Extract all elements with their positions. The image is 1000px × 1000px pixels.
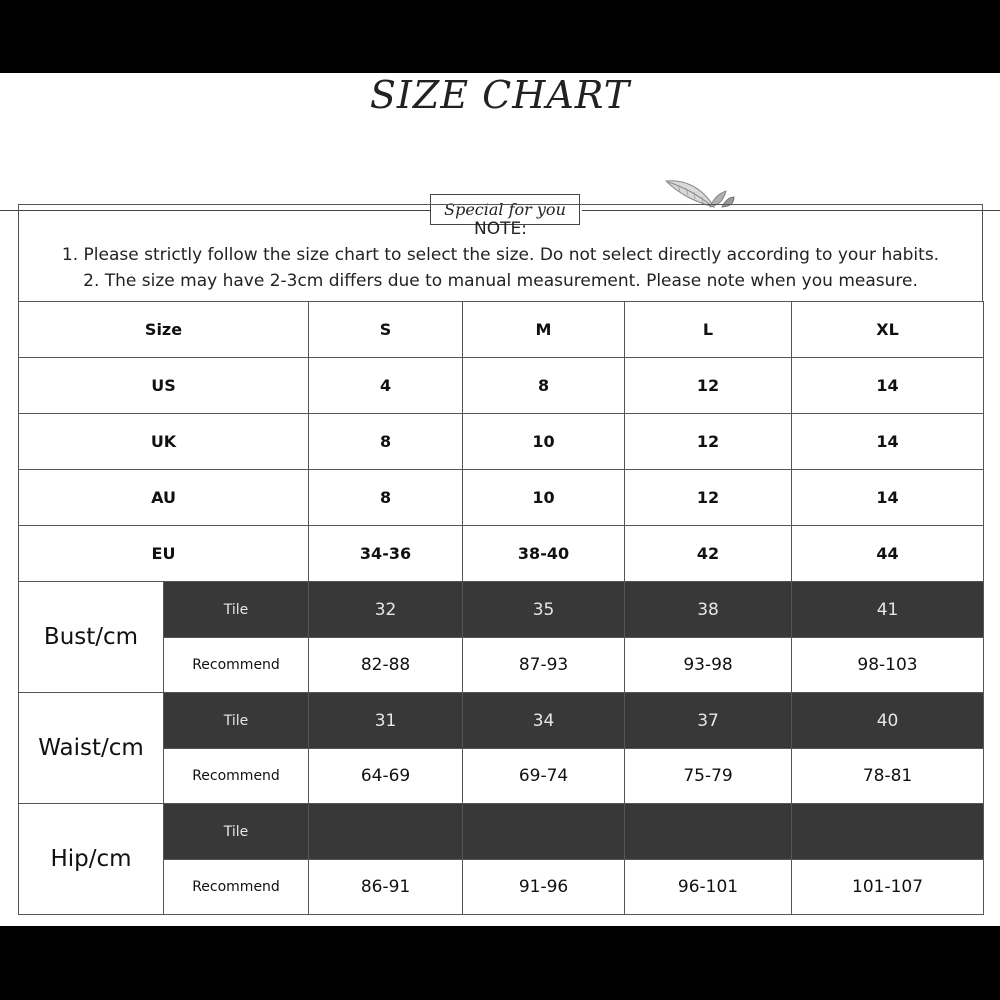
column-header: L: [625, 302, 792, 358]
table-cell: 34: [463, 693, 625, 749]
table-cell: 44: [792, 526, 984, 582]
table-cell: 8: [463, 358, 625, 414]
measurement-label: Waist/cm: [19, 693, 164, 804]
measurement-label: Hip/cm: [19, 804, 164, 915]
size-table: [18, 301, 984, 915]
table-row: [19, 414, 984, 470]
recommend-label: Recommend: [164, 638, 309, 693]
table-cell: 75-79: [625, 749, 792, 804]
page-title: SIZE CHART: [369, 73, 631, 117]
column-header: S: [309, 302, 463, 358]
table-cell: 38-40: [463, 526, 625, 582]
table-cell: 34-36: [309, 526, 463, 582]
note-line-1: 1. Please strictly follow the size chart to select the size. Do not select directly according to your habits.: [61, 245, 940, 265]
table-cell: 38: [625, 582, 792, 638]
table-cell: 78-81: [792, 749, 984, 804]
table-cell: 42: [625, 526, 792, 582]
recommend-label: Recommend: [164, 860, 309, 915]
table-cell: 82-88: [309, 638, 463, 693]
tile-label: Tile: [164, 804, 309, 860]
table-cell: 93-98: [625, 638, 792, 693]
table-cell: 12: [625, 358, 792, 414]
table-cell: [309, 804, 463, 860]
row-label: UK: [19, 414, 309, 470]
tile-label: Tile: [164, 582, 309, 638]
subtitle-badge: Special for you: [430, 194, 580, 225]
column-header: M: [463, 302, 625, 358]
row-label: US: [19, 358, 309, 414]
table-cell: 4: [309, 358, 463, 414]
table-row: [19, 749, 984, 804]
table-cell: [625, 804, 792, 860]
table-cell: 98-103: [792, 638, 984, 693]
table-cell: [463, 804, 625, 860]
table-cell: 96-101: [625, 860, 792, 915]
table-row: [19, 693, 984, 749]
table-cell: 87-93: [463, 638, 625, 693]
table-cell: 40: [792, 693, 984, 749]
table-row: [19, 302, 984, 358]
table-cell: 31: [309, 693, 463, 749]
table-row: [19, 582, 984, 638]
note-line-2: 2. The size may have 2-3cm differs due to manual measurement. Please note when you measure.: [83, 271, 918, 291]
table-row: [19, 358, 984, 414]
row-label: EU: [19, 526, 309, 582]
table-row: [19, 860, 984, 915]
table-cell: 69-74: [463, 749, 625, 804]
note-box: [18, 204, 983, 302]
measurement-label: Bust/cm: [19, 582, 164, 693]
table-cell: 10: [463, 470, 625, 526]
table-cell: 86-91: [309, 860, 463, 915]
table-row: [19, 638, 984, 693]
table-cell: 8: [309, 414, 463, 470]
table-cell: 12: [625, 470, 792, 526]
table-cell: 37: [625, 693, 792, 749]
table-cell: 8: [309, 470, 463, 526]
column-header: Size: [19, 302, 309, 358]
tile-label: Tile: [164, 693, 309, 749]
note-heading: NOTE:: [474, 219, 527, 239]
table-cell: 12: [625, 414, 792, 470]
table-cell: 14: [792, 414, 984, 470]
table-row: [19, 804, 984, 860]
table-cell: 64-69: [309, 749, 463, 804]
column-header: XL: [792, 302, 984, 358]
table-cell: 10: [463, 414, 625, 470]
table-cell: 32: [309, 582, 463, 638]
table-cell: 14: [792, 470, 984, 526]
table-cell: 41: [792, 582, 984, 638]
table-cell: 35: [463, 582, 625, 638]
table-cell: 101-107: [792, 860, 984, 915]
table-cell: [792, 804, 984, 860]
table-row: [19, 470, 984, 526]
row-label: AU: [19, 470, 309, 526]
table-cell: 91-96: [463, 860, 625, 915]
table-row: [19, 526, 984, 582]
table-cell: 14: [792, 358, 984, 414]
recommend-label: Recommend: [164, 749, 309, 804]
